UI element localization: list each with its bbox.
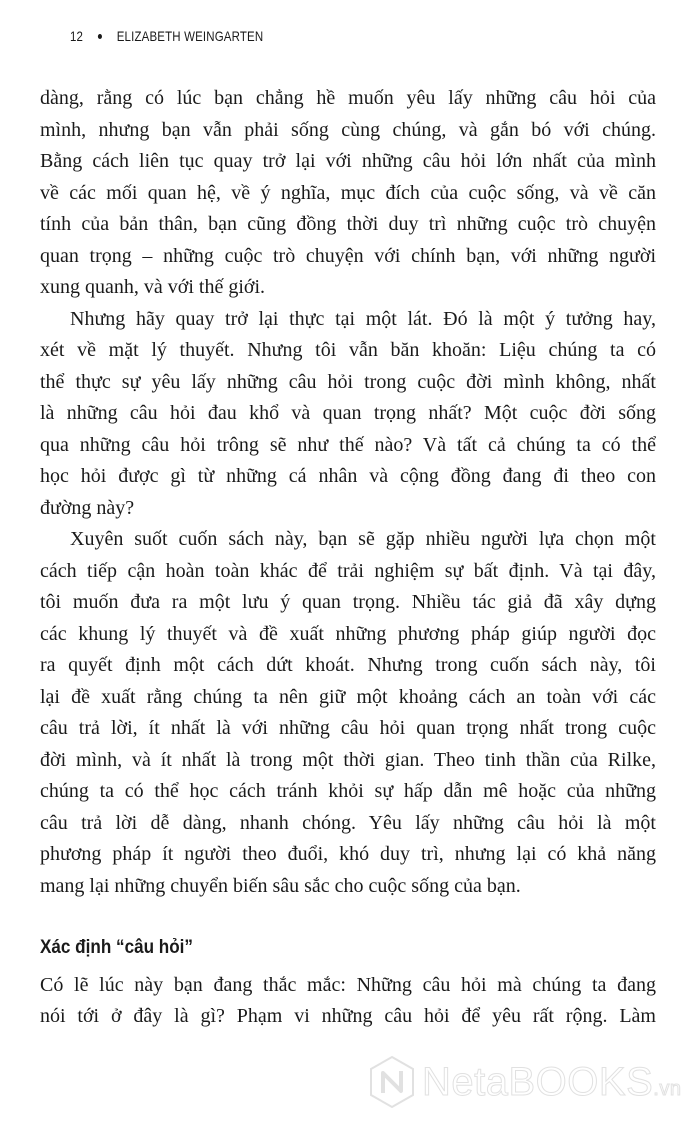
text-line: ra quyết định một cách dứt khoát. Nhưng trong cuốn sách này, tôi	[40, 654, 656, 676]
text-line: về các mối quan hệ, về ý nghĩa, mục đích của cuộc sống, và về căn	[40, 181, 656, 204]
text-line: Bằng cách liên tục quay trở lại với những câu hỏi lớn nhất của mình	[40, 150, 656, 172]
running-header	[70, 28, 263, 44]
netabooks-logo-icon	[368, 1055, 416, 1109]
text-line: là những câu hỏi đau khổ và quan trọng nhất? Một cuộc đời sống	[40, 402, 656, 424]
body-text	[40, 83, 656, 1033]
text-line: Xuyên suốt cuốn sách này, bạn sẽ gặp nhiều người lựa chọn một	[70, 528, 656, 550]
text-line: cách tiếp cận hoàn toàn khác để trải nghiệm sự bất định. Và tại đây,	[40, 559, 656, 582]
text-line: nói tới ở đây là gì? Phạm vi những câu hỏi để yêu rất rộng. Làm	[40, 1005, 656, 1027]
watermark-text: NetaBOOKS.vn	[422, 1059, 682, 1104]
text-line: Nhưng hãy quay trở lại thực tại một lát. Đó là một ý tưởng hay,	[70, 307, 656, 330]
paragraph	[40, 304, 656, 525]
paragraph	[40, 970, 656, 1033]
text-line: các khung lý thuyết và đề xuất những phương pháp giúp người đọc	[40, 622, 656, 645]
paragraph	[40, 524, 656, 902]
text-line: mình, nhưng bạn vẫn phải sống cùng chúng, và gắn bó với chúng.	[40, 118, 656, 141]
page-number: 12	[70, 28, 84, 44]
text-line: tính của bản thân, bạn cũng đồng thời duy trì những cuộc trò chuyện	[40, 213, 656, 235]
text-line: Có lẽ lúc này bạn đang thắc mắc: Những câu hỏi mà chúng ta đang	[40, 973, 656, 996]
text-line: lại đề xuất rằng chúng ta nên giữ một khoảng cách an toàn với các	[40, 685, 656, 708]
text-line: phương pháp ít người theo đuổi, khó duy trì, nhưng lại có khả năng	[40, 843, 656, 865]
text-line: xét về mặt lý thuyết. Nhưng tôi vẫn băn khoăn: Liệu chúng ta có	[40, 339, 656, 361]
text-line: dàng, rằng có lúc bạn chẳng hề muốn yêu lấy những câu hỏi của	[40, 87, 656, 109]
text-line: thể thực sự yêu lấy những câu hỏi trong cuộc đời mình không, nhất	[40, 370, 656, 393]
paragraph	[40, 83, 656, 304]
text-line: học hỏi được gì từ những cá nhân và cộng đồng đang đi theo con	[40, 465, 656, 487]
text-line: đời mình, và ít nhất là trong một thời gian. Theo tinh thần của Rilke,	[40, 748, 656, 771]
text-line: câu trả lời dễ dàng, nhanh chóng. Yêu lấy những câu hỏi là một	[40, 811, 656, 834]
bullet-separator	[98, 34, 102, 39]
section-heading: Xác định “câu hỏi”	[40, 937, 193, 958]
text-line: qua những câu hỏi trông sẽ như thế nào? Và tất cả chúng ta có thể	[40, 433, 656, 456]
text-line: mang lại những chuyển biến sâu sắc cho cuộc sống của bạn.	[40, 874, 521, 897]
text-line: quan trọng – những cuộc trò chuyện với chính bạn, với những người	[40, 244, 656, 267]
text-line: đường này?	[40, 496, 135, 519]
text-line: chúng ta có thể học cách tránh khỏi sự hấp dẫn mê hoặc của những	[40, 780, 656, 802]
author-name: ELIZABETH WEINGARTEN	[116, 28, 264, 44]
text-line: tôi muốn đưa ra một lưu ý quan trọng. Nhiều tác giả đã xây dựng	[40, 591, 656, 613]
text-line: xung quanh, và với thế giới.	[40, 276, 266, 298]
watermark	[368, 1055, 681, 1109]
text-line: câu trả lời, ít nhất là với những câu hỏi quan trọng nhất trong cuộc	[40, 717, 656, 739]
